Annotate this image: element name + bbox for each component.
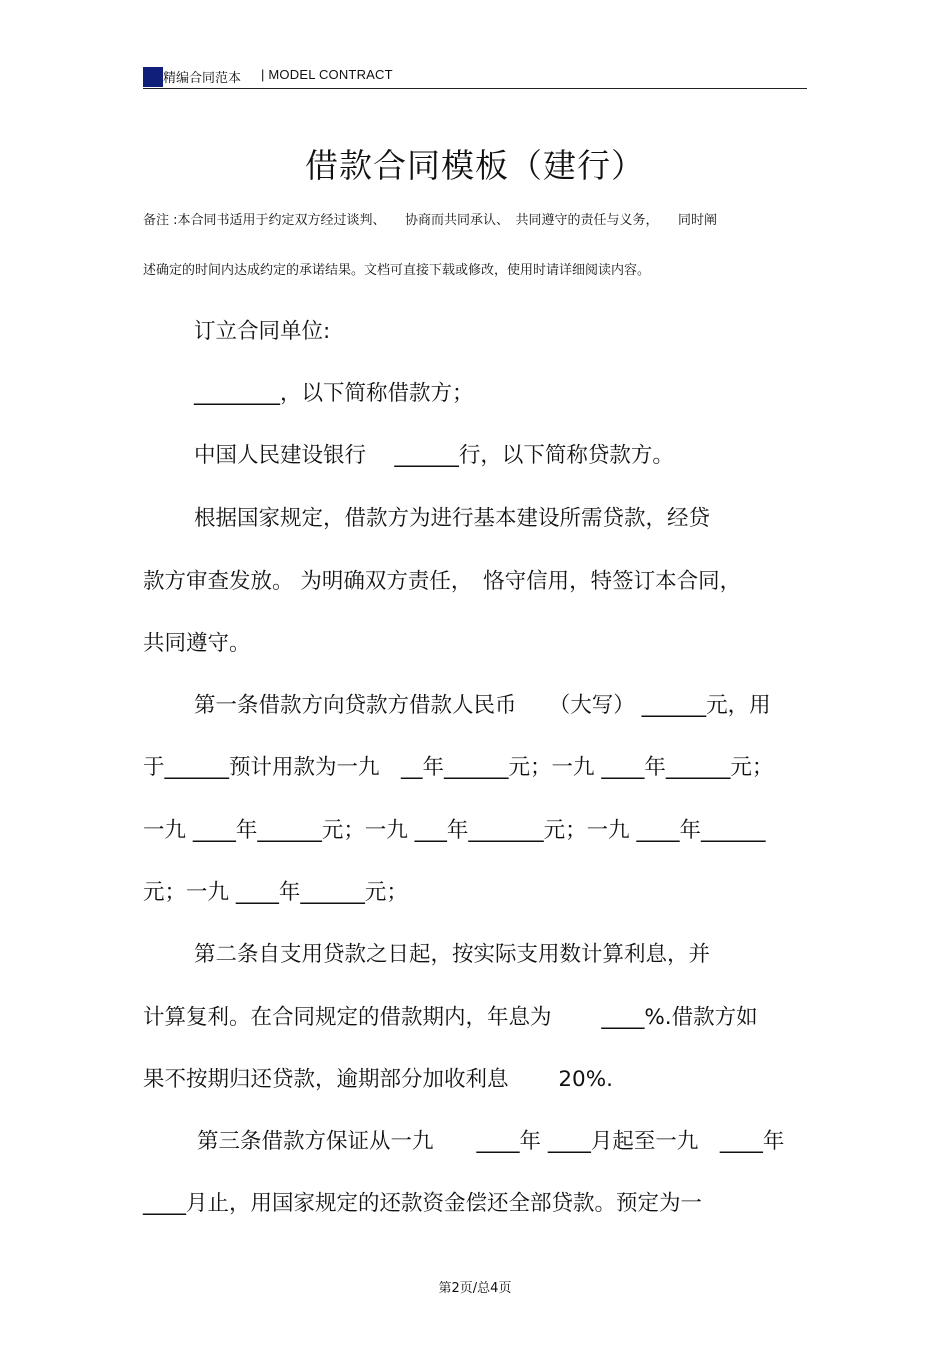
- body-line: ____月止，用国家规定的还款资金偿还全部贷款。预定为一: [143, 1191, 703, 1216]
- body-line: 于______预计用款为一九 __年______元；一九 ____年______元；: [143, 755, 774, 780]
- body-line: 第一条借款方向贷款方借款人民币 （大写） ______元，用: [194, 693, 771, 718]
- body-line: 一九 ____年______元；一九 ___年_______元；一九 ____年______: [143, 818, 766, 843]
- logo-icon: [143, 67, 163, 87]
- note-line-1: 备注 :本合同书适用于约定双方经过谈判、 协商而共同承认、 共同遵守的责任与义务， 同时阐: [143, 213, 718, 228]
- page-indicator: 第2页/总4页: [438, 1281, 512, 1296]
- note-line-2: 述确定的时间内达成约定的承诺结果。文档可直接下载或修改，使用时请详细阅读内容。: [143, 263, 651, 278]
- body-line: 第三条借款方保证从一九 ____年 ____月起至一九 ____年: [197, 1129, 785, 1154]
- header-brand-en: | MODEL CONTRACT: [261, 67, 393, 82]
- body-line: 订立合同单位:: [194, 319, 331, 344]
- body-line: 款方审查发放。 为明确双方责任， 恪守信用，特签订本合同，: [143, 569, 742, 594]
- header-brand-cn: 精编合同范本: [163, 71, 242, 86]
- body-line: 中国人民建设银行 ______行，以下简称贷款方。: [194, 443, 674, 468]
- body-line: 根据国家规定，借款方为进行基本建设所需贷款，经贷: [194, 506, 711, 531]
- body-line: 果不按期归还贷款，逾期部分加收利息 20%.: [143, 1067, 613, 1092]
- body-line: 共同遵守。: [143, 631, 251, 656]
- body-line: 计算复利。在合同规定的借款期内，年息为 ____%.借款方如: [143, 1005, 758, 1030]
- page-header: [143, 64, 807, 89]
- document-title: 借款合同模板（建行）: [305, 146, 645, 185]
- body-line: 元；一九 ____年______元；: [143, 880, 408, 905]
- body-line: ________，以下简称借款方；: [194, 381, 474, 406]
- body-line: 第二条自支用贷款之日起，按实际支用数计算利息，并: [194, 942, 711, 967]
